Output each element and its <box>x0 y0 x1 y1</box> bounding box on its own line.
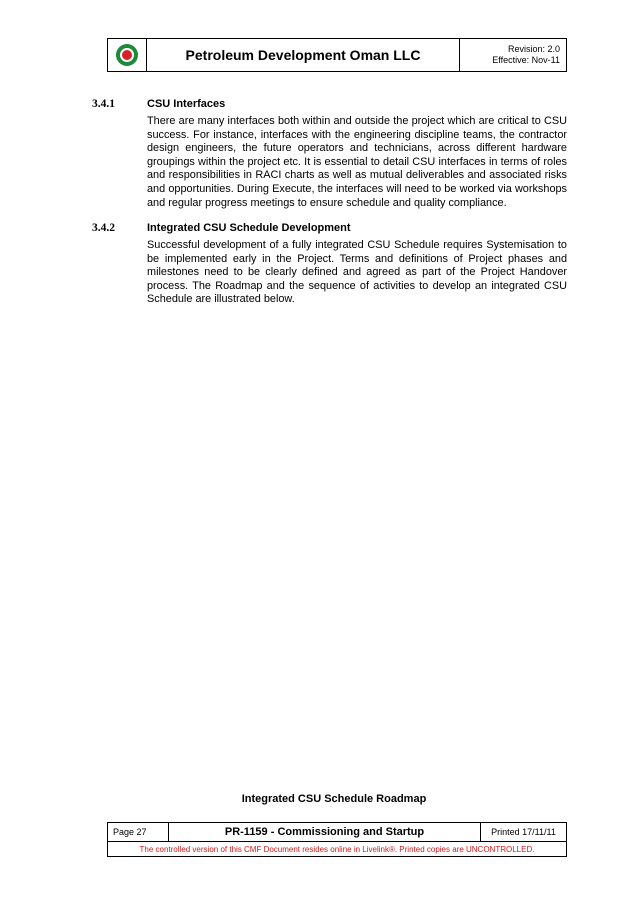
uncontrolled-disclaimer: The controlled version of this CMF Document resides online in Livelink®. Printed copies are UNCONTROLLED. <box>139 845 535 854</box>
section-heading <box>92 97 567 111</box>
page-number: Page 27 <box>108 823 169 841</box>
document-title: PR-1159 - Commissioning and Startup <box>169 823 481 841</box>
company-name: Petroleum Development Oman LLC <box>147 39 460 71</box>
section-heading <box>92 221 567 235</box>
section-body: There are many interfaces both within and outside the project which are critical to CSU success. For instance, interfaces with the engineering discipline teams, the contractor design engineers, the future operators and technicians, across different hardware groupings within the project etc. It is essential to detail CSU interfaces in terms of roles and responsibilities in RACI charts as well as mutual deliverables and associated risks and opportunities. During Execute, the interfaces will need to be worked via workshops and regular progress meetings to ensure schedule and quality compliance. <box>147 115 567 209</box>
section-body: Successful development of a fully integrated CSU Schedule requires Systemisation to be implemented early in the Project. Terms and definitions of Project phases and milestones need to be clearly defined and agreed as part of the Project Handover process. The Roadmap and the sequence of activities to develop an integrated CSU Schedule are illustrated below. <box>147 239 567 306</box>
revision-block <box>460 39 566 71</box>
section-csu-interfaces <box>92 97 567 210</box>
section-schedule-development <box>92 221 567 307</box>
section-title: CSU Interfaces <box>147 98 226 110</box>
section-title: Integrated CSU Schedule Development <box>147 222 351 234</box>
figure-caption: Integrated CSU Schedule Roadmap <box>241 793 427 805</box>
company-logo <box>108 39 147 71</box>
effective-date: Effective: Nov-11 <box>492 55 560 65</box>
section-number: 3.4.2 <box>92 222 115 234</box>
section-number: 3.4.1 <box>92 98 115 110</box>
page-header <box>107 38 567 72</box>
page-footer <box>107 822 567 857</box>
pdo-logo-icon <box>114 42 140 68</box>
revision-text: Revision: 2.0 <box>507 44 560 54</box>
printed-date: Printed 17/11/11 <box>491 827 556 837</box>
